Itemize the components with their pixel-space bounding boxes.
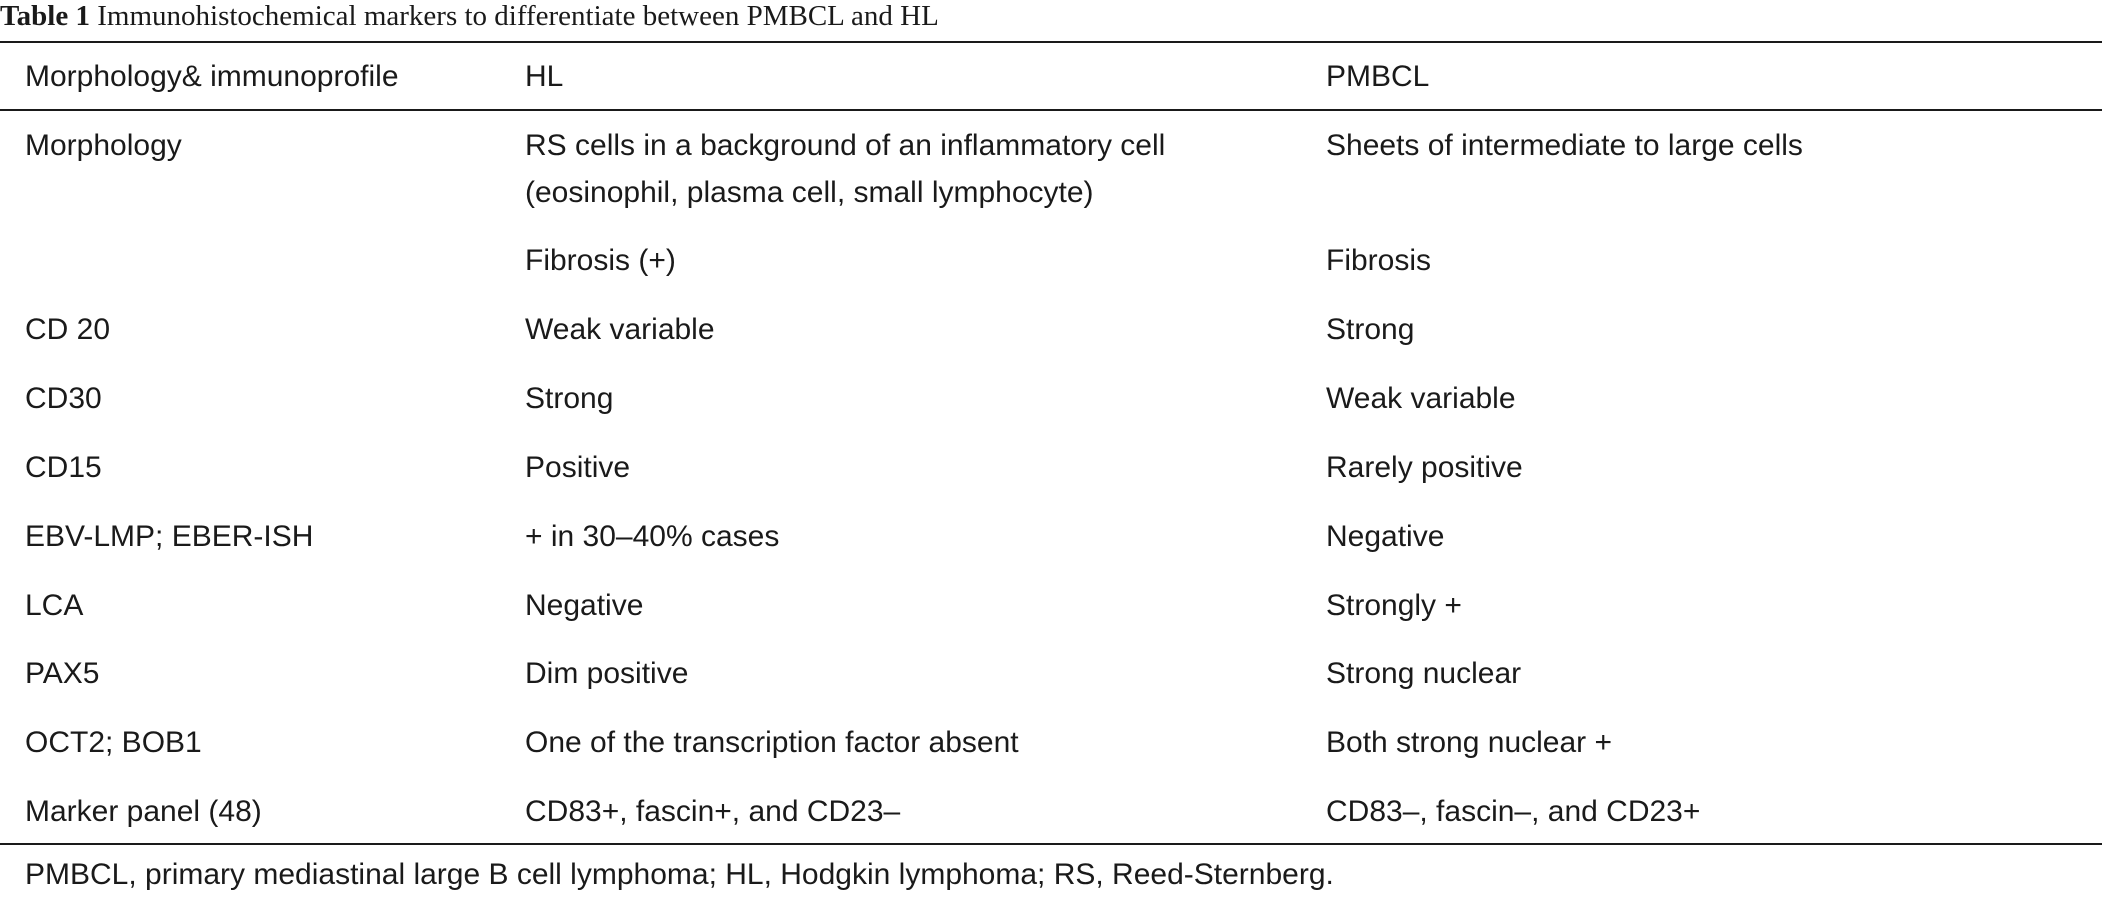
pmbcl-cell: Strong nuclear [1326,657,1522,690]
pmbcl-cell: Sheets of intermediate to large cells [1326,129,1803,162]
marker-cell: CD30 [25,382,102,415]
table-top-rule [0,41,2102,43]
marker-cell: OCT2; BOB1 [25,726,202,759]
header-cell-pmbcl: PMBCL [1326,60,1430,93]
hl-cell: Strong [525,382,614,415]
marker-cell: Marker panel (48) [25,795,262,828]
hl-cell: Weak variable [525,313,715,346]
hl-cell: Positive [525,451,631,484]
table-header-row [0,54,2102,100]
pmbcl-cell: Rarely positive [1326,451,1523,484]
pmbcl-cell: Fibrosis [1326,244,1432,277]
table-caption-label: Table 1 [0,0,90,32]
marker-cell: EBV-LMP; EBER-ISH [25,520,314,553]
hl-cell: (eosinophil, plasma cell, small lymphocyte) [525,176,1094,209]
header-cell-hl: HL [525,60,564,93]
marker-cell: CD 20 [25,313,111,346]
pmbcl-cell: Strongly + [1326,589,1462,622]
pmbcl-cell: CD83–, fascin–, and CD23+ [1326,795,1701,828]
table-caption-text: Immunohistochemical markers to differentiate between PMBCL and HL [97,0,939,32]
marker-cell: PAX5 [25,657,100,690]
marker-cell: CD15 [25,451,102,484]
marker-cell: LCA [25,589,84,622]
table-bottom-rule [0,843,2102,845]
hl-cell: CD83+, fascin+, and CD23– [525,795,901,828]
hl-cell: One of the transcription factor absent [525,726,1019,759]
table-footnote: PMBCL, primary mediastinal large B cell lymphoma; HL, Hodgkin lymphoma; RS, Reed-Sternberg. [25,858,1334,891]
marker-cell: Morphology [25,129,182,162]
table-header-rule [0,109,2102,111]
header-cell-morphology: Morphology& immunoprofile [25,60,399,93]
table-caption [0,0,939,42]
pmbcl-cell: Weak variable [1326,382,1516,415]
hl-cell: RS cells in a background of an inflammatory cell [525,129,1166,162]
hl-cell: Fibrosis (+) [525,244,676,277]
hl-cell: Dim positive [525,657,689,690]
hl-cell: + in 30–40% cases [525,520,780,553]
pmbcl-cell: Both strong nuclear + [1326,726,1613,759]
pmbcl-cell: Negative [1326,520,1445,553]
hl-cell: Negative [525,589,644,622]
pmbcl-cell: Strong [1326,313,1415,346]
